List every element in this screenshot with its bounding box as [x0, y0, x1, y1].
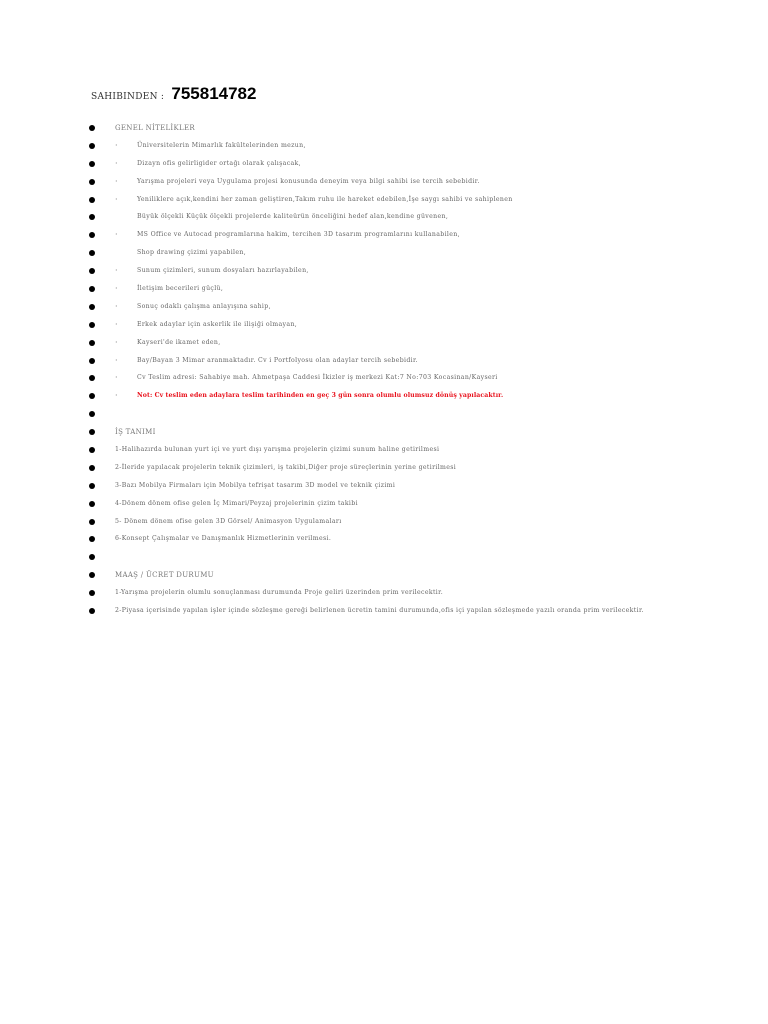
bullet-icon	[89, 375, 95, 381]
dash-marker: ·	[115, 194, 118, 204]
list-item	[0, 193, 768, 211]
list-item	[0, 282, 768, 300]
list-item	[0, 389, 768, 407]
bullet-icon	[89, 125, 95, 131]
list-item-text: Sunum çizimleri, sunum dosyaları hazırlayabilen,	[137, 267, 309, 275]
bullet-icon	[89, 465, 95, 471]
list-item-text: 2-Piyasa içerisinde yapılan işler içinde sözleşme gereği belirlenen ücretin tamini durumunda,ofis içi yapılan sözleşmede yazılı oranda prim verilecektir.	[115, 607, 644, 615]
list-item-text: 6-Konsept Çalışmalar ve Danışmanlık Hizmetlerinin verilmesi.	[115, 535, 332, 543]
list-item-text: 5- Dönem dönem ofise gelen 3D Görsel/ Animasyon Uygulamaları	[115, 517, 342, 525]
list-item-text: 1-Yarışma projelerin olumlu sonuçlanması durumunda Proje geliri üzerinden prim verilecektir.	[115, 589, 444, 597]
list-item	[0, 461, 768, 479]
list-item	[0, 175, 768, 193]
list-item	[0, 139, 768, 157]
bullet-icon	[89, 214, 95, 220]
bullet-icon	[89, 572, 95, 578]
bullet-icon	[89, 304, 95, 310]
list-item	[0, 568, 768, 586]
list-item-text: Cv Teslim adresi: Sahabiye mah. Ahmetpaşa Caddesi İkizler iş merkezi Kat:7 No:703 Kocasinan/Kayseri	[137, 374, 498, 382]
bullet-icon	[89, 197, 95, 203]
list-item	[0, 336, 768, 354]
bullet-icon	[89, 143, 95, 149]
bullet-icon	[89, 286, 95, 292]
dash-marker: ·	[115, 301, 118, 311]
list-item	[0, 532, 768, 550]
list-item-text: Yeniliklere açık,kendini her zaman geliştiren,Takım ruhu ile hareket edebilen,İşe saygı sahibi ve sahiplenen	[137, 195, 513, 203]
list-item	[0, 550, 768, 568]
list-item-text: Erkek adaylar için askerlik ile ilişiği olmayan,	[137, 320, 298, 328]
dash-marker: ·	[115, 319, 118, 329]
bullet-icon	[89, 179, 95, 185]
dash-marker: ·	[115, 337, 118, 347]
list-item	[0, 210, 768, 228]
dash-marker: ·	[115, 355, 118, 365]
bullet-icon	[89, 232, 95, 238]
source-label: SAHIBINDEN :	[91, 92, 165, 102]
list-item-text: Kayseri'de ikamet eden,	[137, 338, 221, 346]
list-item	[0, 407, 768, 425]
dash-marker: ·	[115, 373, 118, 383]
dash-marker: ·	[115, 140, 118, 150]
section-title-general: GENEL NİTELİKLER	[115, 124, 195, 132]
bullet-icon	[89, 447, 95, 453]
list-item-text: MS Office ve Autocad programlarına hakim, tercihen 3D tasarım programlarını kullanabilen,	[137, 231, 460, 239]
section-title-salary: MAAŞ / ÜCRET DURUMU	[115, 571, 214, 580]
requirements-list	[0, 121, 768, 622]
list-item-text: 4-Dönem dönem ofise gelen İç Mimari/Peyzaj projelerinin çizim takibi	[115, 499, 358, 507]
bullet-icon	[89, 268, 95, 274]
bullet-icon	[89, 554, 95, 560]
list-item-text: İletişim becerileri güçlü,	[137, 285, 224, 293]
bullet-icon	[89, 161, 95, 167]
bullet-icon	[89, 411, 95, 417]
bullet-icon	[89, 590, 95, 596]
bullet-icon	[89, 501, 95, 507]
list-item-text: Yarışma projeleri veya Uygulama projesi konusunda deneyim veya bilgi sahibi ise tercih sebebidir.	[137, 177, 480, 185]
list-item-text: Shop drawing çizimi yapabilen,	[137, 249, 247, 257]
bullet-icon	[89, 519, 95, 525]
list-item	[0, 354, 768, 372]
dash-marker: ·	[115, 158, 118, 168]
dash-marker: ·	[115, 266, 118, 276]
list-item	[0, 371, 768, 389]
bullet-icon	[89, 250, 95, 256]
bullet-icon	[89, 608, 95, 614]
bullet-icon	[89, 322, 95, 328]
list-item-text: Dizayn ofis gelirligider ortağı olarak çalışacak,	[137, 159, 301, 167]
dash-marker: ·	[115, 391, 118, 401]
list-item	[0, 479, 768, 497]
list-item	[0, 586, 768, 604]
list-item	[0, 157, 768, 175]
list-item-text: Sonuç odaklı çalışma anlayışına sahip,	[137, 302, 271, 310]
list-item	[0, 443, 768, 461]
notice-text: Not: Cv teslim eden adaylara teslim tarihinden en geç 3 gün sonra olumlu olumsuz dönüş yapılacaktır.	[137, 392, 504, 400]
bullet-icon	[89, 483, 95, 489]
listing-header	[91, 84, 256, 104]
list-item	[0, 121, 768, 139]
dash-marker: ·	[115, 284, 118, 294]
dash-marker: ·	[115, 176, 118, 186]
list-item-text: Üniversitelerin Mimarlık fakültelerinden mezun,	[137, 141, 306, 149]
list-item	[0, 604, 768, 622]
list-item	[0, 515, 768, 533]
list-item-text: 3-Bazı Mobilya Firmaları için Mobilya tefrişat tasarım 3D model ve teknik çizimi	[115, 481, 396, 489]
list-item	[0, 264, 768, 282]
bullet-icon	[89, 393, 95, 399]
bullet-icon	[89, 536, 95, 542]
list-item-text: Bay/Bayan 3 Mimar aranmaktadır. Cv i Portfolyosu olan adaylar tercih sebebidir.	[137, 356, 418, 364]
bullet-icon	[89, 358, 95, 364]
bullet-icon	[89, 429, 95, 435]
list-item-text: Büyük ölçekli Küçük ölçekli projelerde kaliteürün önceliğini hedef alan,kendine güvenen,	[137, 213, 449, 221]
list-item	[0, 497, 768, 515]
dash-marker: ·	[115, 230, 118, 240]
section-title-job: İŞ TANIMI	[115, 428, 156, 437]
list-item	[0, 300, 768, 318]
list-item	[0, 246, 768, 264]
list-item	[0, 425, 768, 443]
bullet-icon	[89, 340, 95, 346]
list-item-text: 1-Halihazırda bulunan yurt içi ve yurt dışı yarışma projelerin çizimi sunum haline getirilmesi	[115, 446, 440, 454]
list-item	[0, 228, 768, 246]
list-item-text: 2-İleride yapılacak projelerin teknik çizimleri, iş takibi,Diğer proje süreçlerinin yerine getirilmesi	[115, 463, 457, 471]
list-item	[0, 318, 768, 336]
listing-number: 755814782	[171, 84, 257, 103]
